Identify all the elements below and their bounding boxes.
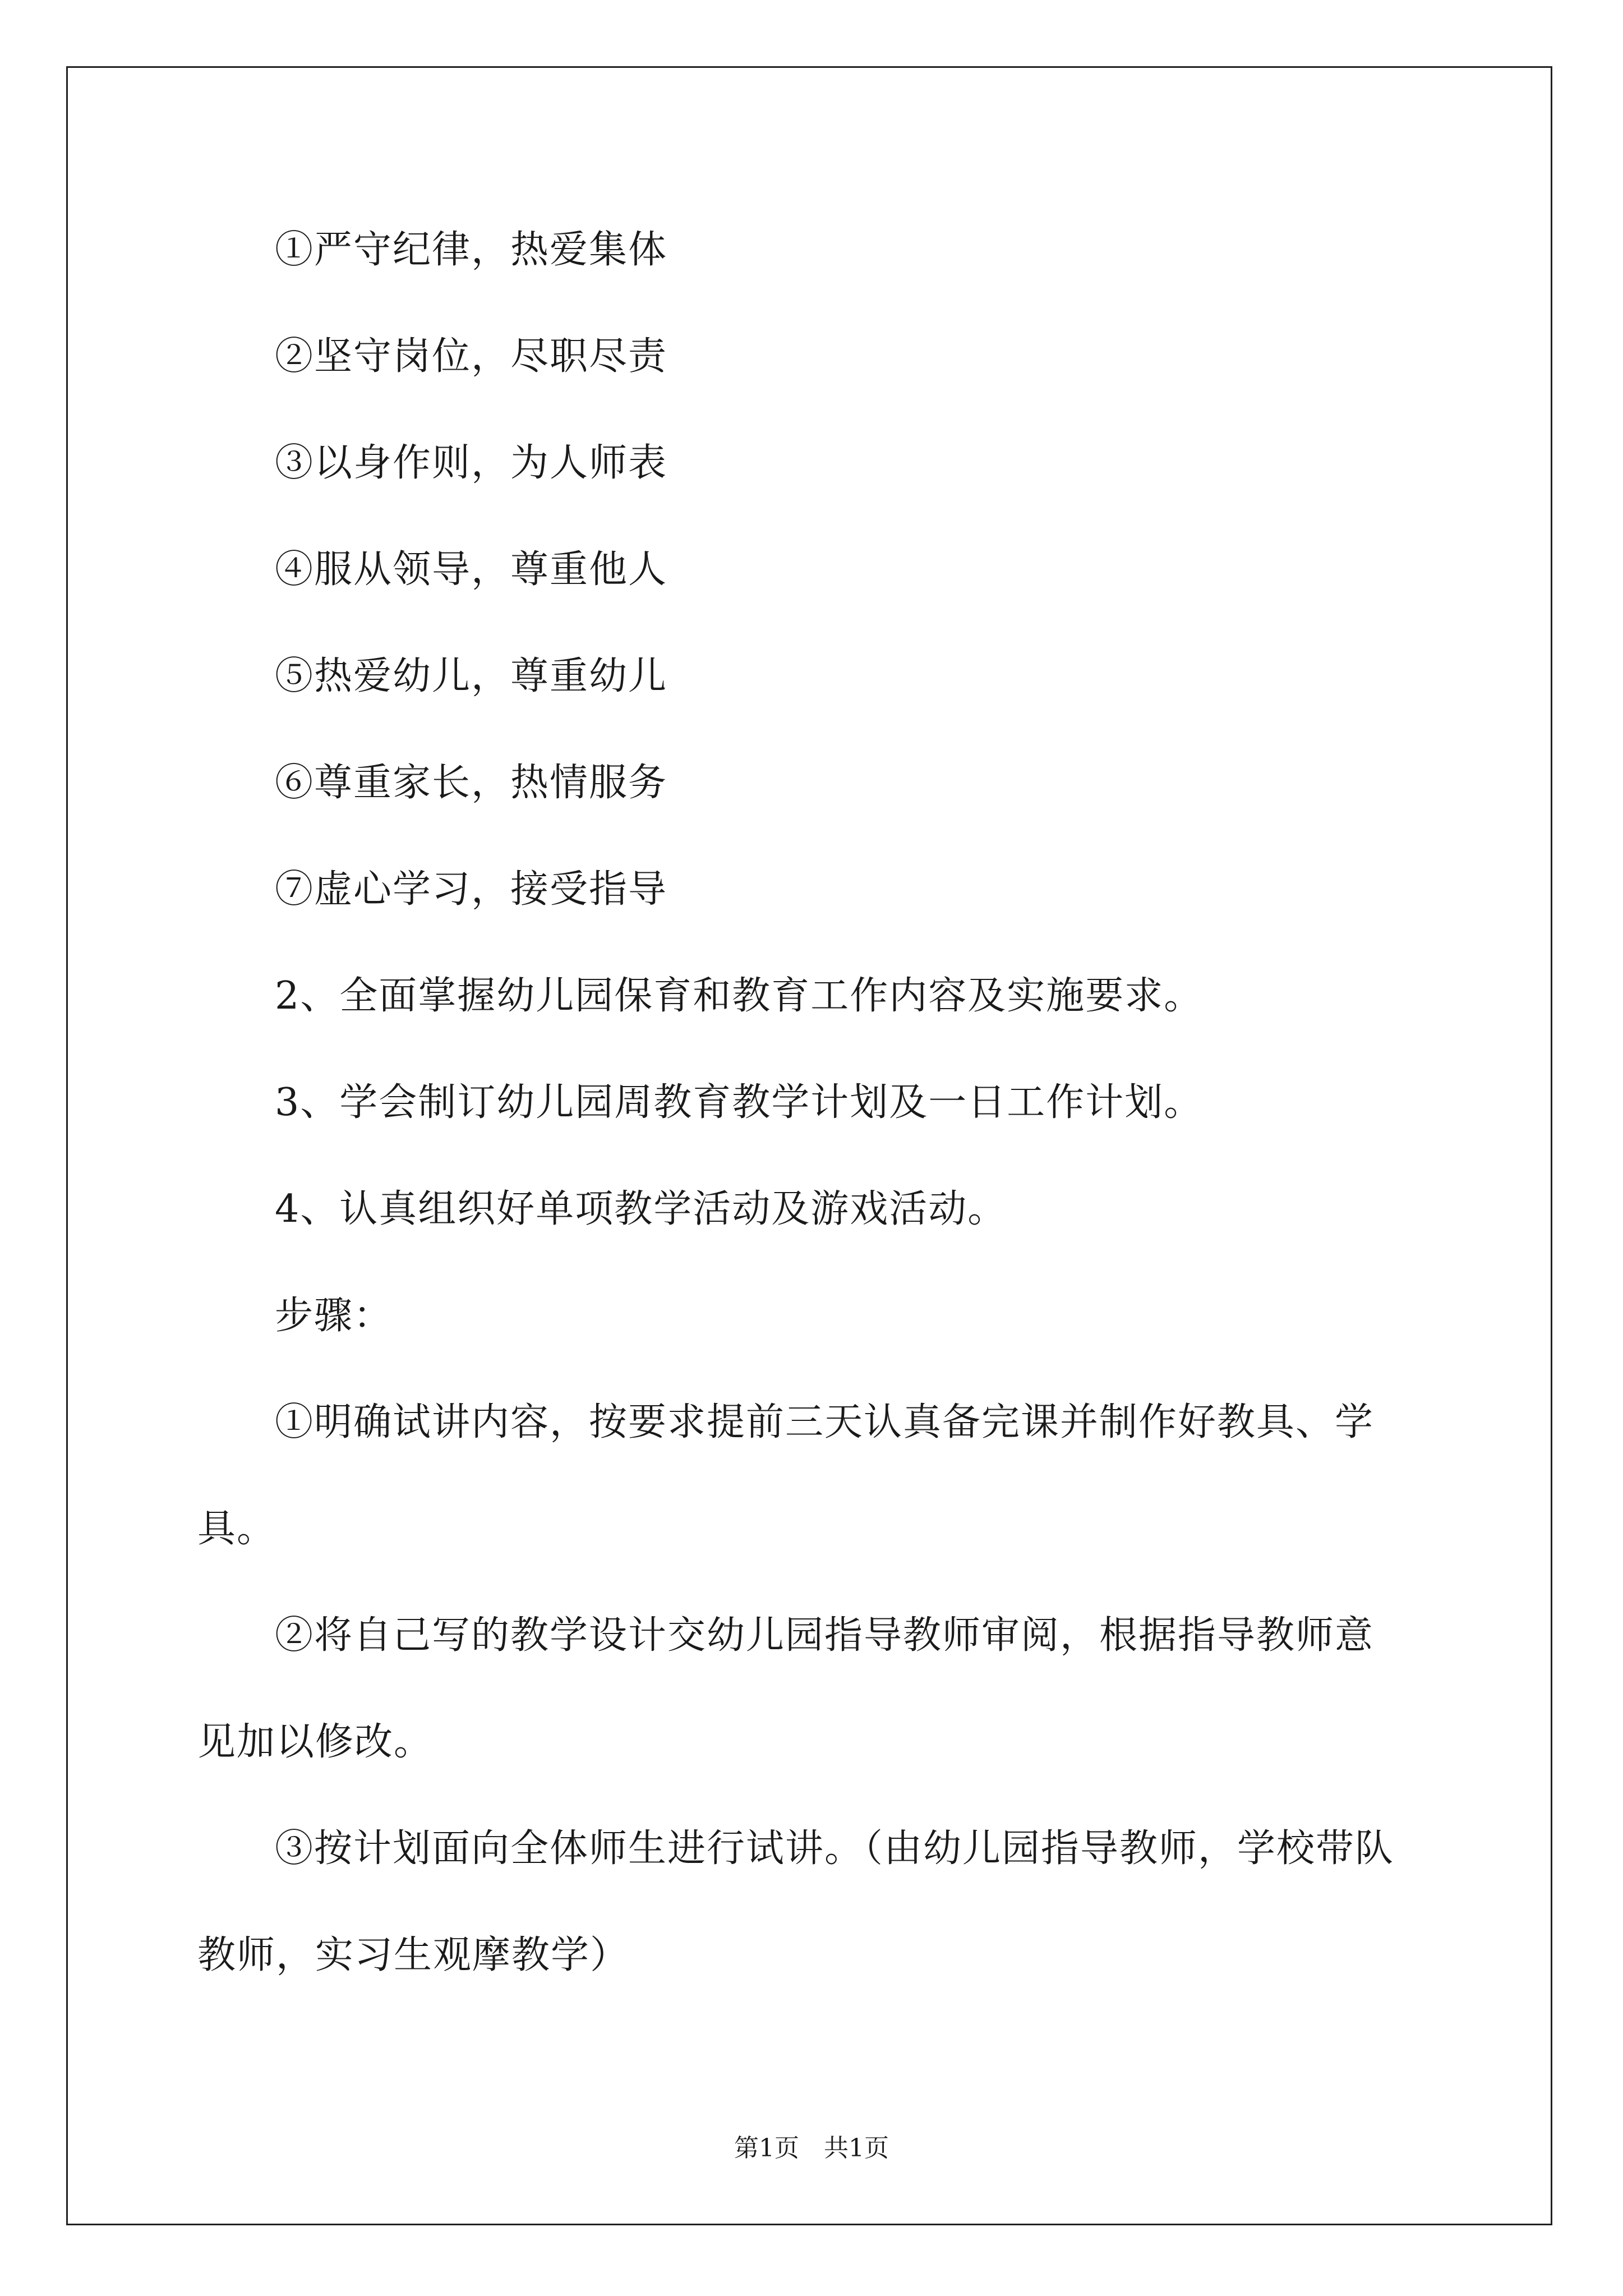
rule-item-5: ⑤热爱幼儿，尊重幼儿	[275, 654, 668, 698]
rule-item-4: ④服从领导，尊重他人	[275, 547, 668, 592]
step-2-line-2: 见加以修改。	[197, 1720, 434, 1764]
step-3-line-2: 教师，实习生观摩教学）	[197, 1933, 630, 1977]
step-1-line-1: ①明确试讲内容，按要求提前三天认真备完课并制作好教具、学	[275, 1400, 1375, 1444]
rule-item-2: ②坚守岗位，尽职尽责	[275, 334, 668, 379]
rule-item-1: ①严守纪律，热爱集体	[275, 228, 668, 272]
rule-item-3: ③以身作则，为人师表	[275, 441, 668, 485]
page-footer: 第1页 共1页	[734, 2134, 889, 2162]
numbered-item-2: 2、全面掌握幼儿园保育和教育工作内容及实施要求。	[275, 974, 1204, 1018]
steps-heading: 步骤：	[275, 1294, 393, 1338]
rule-item-6: ⑥尊重家长，热情服务	[275, 761, 668, 805]
step-3-line-1: ③按计划面向全体师生进行试讲。（由幼儿园指导教师，学校带队	[275, 1826, 1395, 1871]
rule-item-7: ⑦虚心学习，接受指导	[275, 867, 668, 912]
numbered-item-4: 4、认真组织好单项教学活动及游戏活动。	[275, 1187, 1007, 1231]
step-1-line-2: 具。	[197, 1507, 276, 1551]
numbered-item-3: 3、学会制订幼儿园周教育教学计划及一日工作计划。	[275, 1080, 1204, 1125]
step-2-line-1: ②将自己写的教学设计交幼儿园指导教师审阅，根据指导教师意	[275, 1613, 1375, 1658]
